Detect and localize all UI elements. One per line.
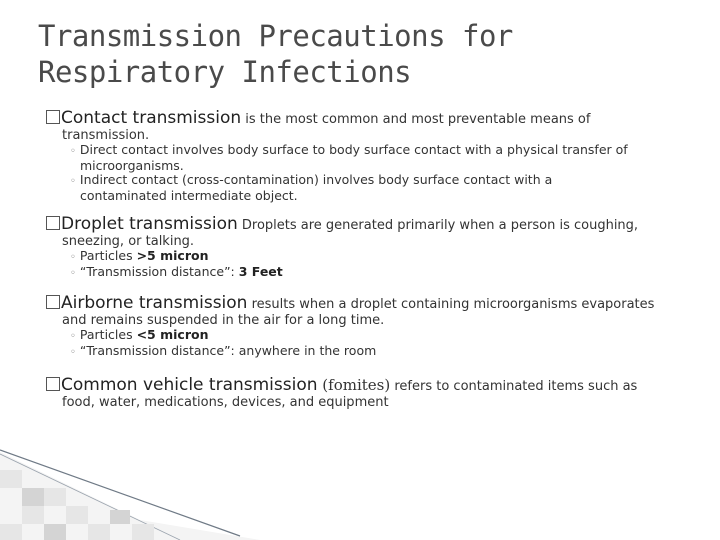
sub-text: “Transmission distance”: anywhere in the room <box>79 343 377 358</box>
sub-text: Particles <box>79 248 137 263</box>
sub-item <box>70 173 706 203</box>
bullet-box-icon <box>46 216 60 230</box>
sub-bullet-icon: ◦ <box>70 331 76 342</box>
item-text-cont: sneezing, or talking. <box>62 234 195 249</box>
sub-text-cont: microorganisms. <box>80 158 184 173</box>
sub-item <box>70 143 706 173</box>
sub-text: Particles <box>79 327 137 342</box>
item-heading: Contact transmission <box>61 108 242 128</box>
sub-item <box>70 328 706 344</box>
list-item-contact <box>46 110 706 203</box>
sub-text: “Transmission distance”: <box>79 264 239 279</box>
page-title: Transmission Precautions for Respiratory Infections <box>38 19 513 89</box>
sub-value: <5 micron <box>136 327 209 342</box>
sub-item <box>70 249 706 265</box>
item-text: is the most common and most preventable means of <box>241 112 591 127</box>
bullet-box-icon <box>46 377 60 391</box>
list-item-common-vehicle <box>46 377 706 410</box>
item-heading: Common vehicle transmission <box>61 375 318 395</box>
sub-value: >5 micron <box>136 248 209 263</box>
sub-item <box>70 265 706 281</box>
item-text-cont: transmission. <box>62 128 150 143</box>
sub-text-cont: contaminated intermediate object. <box>80 188 298 203</box>
list-item-droplet <box>46 216 706 281</box>
sub-bullet-icon: ◦ <box>70 252 76 263</box>
sub-bullet-icon: ◦ <box>70 146 76 157</box>
sub-bullet-icon: ◦ <box>70 176 76 187</box>
item-heading: Airborne transmission <box>61 293 248 313</box>
item-text: refers to contaminated items such as <box>390 379 638 394</box>
item-text: results when a droplet containing microorganisms evaporates <box>247 297 655 312</box>
item-heading-suffix: (fomites) <box>317 376 391 394</box>
sub-text: Direct contact involves body surface to body surface contact with a physical transfer of <box>79 142 628 157</box>
item-text-cont: and remains suspended in the air for a long time. <box>62 313 385 328</box>
sub-item <box>70 344 706 360</box>
bullet-box-icon <box>46 110 60 124</box>
list-item-airborne <box>46 295 706 360</box>
sub-bullet-icon: ◦ <box>70 347 76 358</box>
bullet-box-icon <box>46 295 60 309</box>
sub-value: 3 Feet <box>238 264 283 279</box>
item-text: Droplets are generated primarily when a person is coughing, <box>237 218 639 233</box>
decorative-corner-pattern <box>0 440 720 540</box>
item-text-cont: food, water, medications, devices, and equipment <box>62 395 389 410</box>
sub-bullet-icon: ◦ <box>70 268 76 279</box>
sub-text: Indirect contact (cross-contamination) involves body surface contact with a <box>79 172 553 187</box>
item-heading: Droplet transmission <box>61 214 238 234</box>
